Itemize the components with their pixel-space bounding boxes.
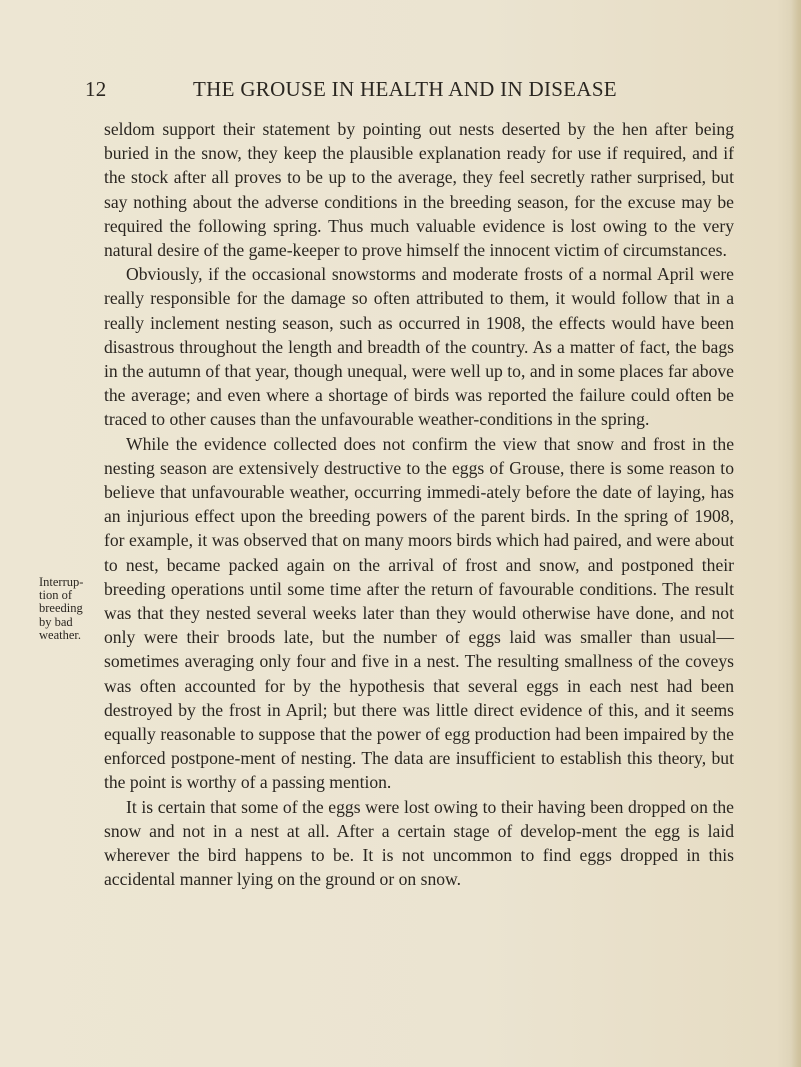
margin-note-line: Interrup- xyxy=(39,575,84,589)
margin-note-line: by bad xyxy=(39,614,73,629)
paragraph: It is certain that some of the eggs were lost owing to their having been dropped on the snow and not in a nest at all. After a certain stage of develop-ment the egg is laid wherever the bird happens to be. It is not uncommon to find eggs dropped in this accidental manner lying on the ground or on snow. xyxy=(104,796,734,890)
margin-note xyxy=(39,576,101,642)
paragraph: Obviously, if the occasional snowstorms and moderate frosts of a normal April were really responsible for the damage so often attributed to them, it would follow that in a really inclement nesting season, such as occurred in 1908, the effects would have been disastrous throughout the length and breadth of the country. As a matter of fact, the bags in the autumn of that year, though unequal, were well up to, and in some places far above the average; and even where a shortage of birds was reported the failure could often be traced to other causes than the unfavourable weather-conditions in the spring. xyxy=(104,264,734,430)
running-head: THE GROUSE IN HEALTH AND IN DISEASE xyxy=(193,77,617,101)
body-text xyxy=(104,117,734,892)
paragraph: seldom support their statement by pointing out nests deserted by the hen after being buried in the snow, they keep the plausible explanation ready for use if required, and if the stock after all proves to be up to the average, they feel secretly rather surprised, but say nothing about the adverse conditions in the breeding season, for the excuse may be required the following spring. Thus much valuable evidence is lost owing to the very natural desire of the game-keeper to prove himself the innocent victim of circumstances. xyxy=(104,119,734,261)
paragraph: While the evidence collected does not confirm the view that snow and frost in the nesting season are extensively destructive to the eggs of Grouse, there is some reason to believe that unfavourable weather, occurring immedi-ately before the date of laying, has an injurious effect upon the breeding powers of the parent birds. In the spring of 1908, for example, it was observed that on many moors birds which had paired, and were about to nest, became packed again on the arrival of frost and snow, and postponed their breeding operations until some time after the return of favourable conditions. The result was that they nested several weeks later than they would otherwise have done, and not only were their broods late, but the number of eggs laid was smaller than usual—sometimes averaging only four and five in a nest. The resulting smallness of the coveys was often accounted for by the hypothesis that several eggs in each nest had been destroyed by the frost in April; but there was little direct evidence of this, and it seems equally reasonable to suppose that the power of egg production had been impaired by the enforced postpone-ment of nesting. The data are insufficient to establish this theory, but the point is worthy of a passing mention. xyxy=(104,433,734,793)
margin-note-line: tion of xyxy=(39,588,72,603)
page-number: 12 xyxy=(85,77,107,101)
margin-note-line: breeding xyxy=(39,601,83,616)
margin-note-line: weather. xyxy=(39,627,81,642)
page-edge-shadow xyxy=(791,0,801,1067)
